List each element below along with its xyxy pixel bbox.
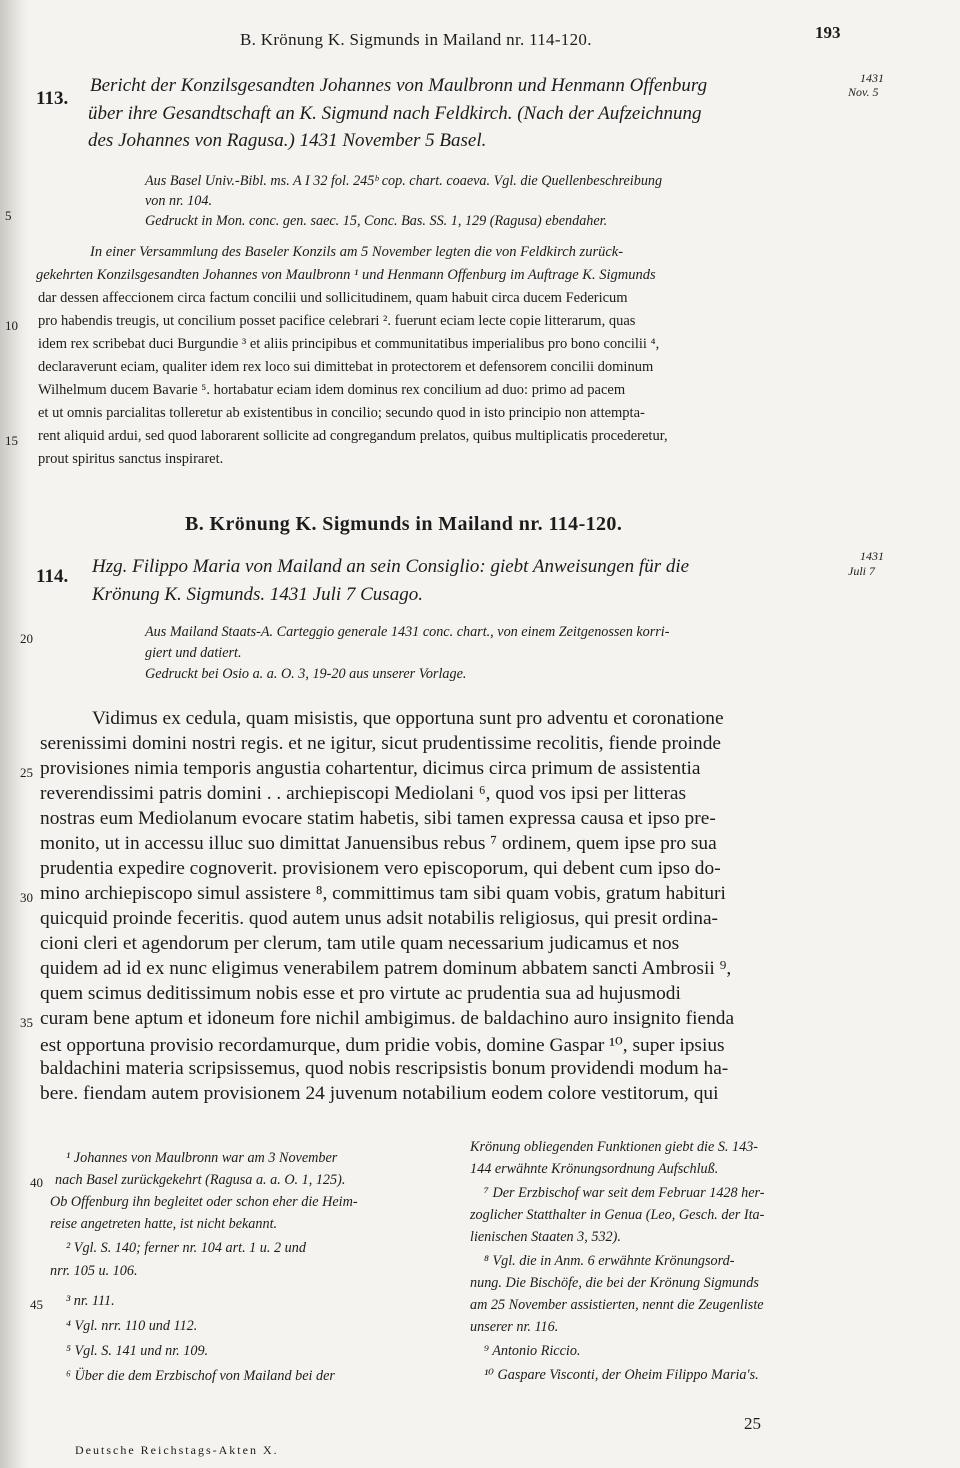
doc114-title-line: Krönung K. Sigmunds. 1431 Juli 7 Cusago.: [92, 584, 423, 605]
doc114-text-line: reverendissimi patris domini . . archiepiscopi Mediolani ⁶, quod vos ipsi per litteras: [40, 783, 686, 804]
doc113-title-line: Bericht der Konzilsgesandten Johannes von Maulbronn und Henmann Offenburg: [90, 75, 708, 96]
footnote-line: unserer nr. 116.: [470, 1319, 559, 1335]
footnote-line: ⁷ Der Erzbischof war seit dem Februar 1428 her-: [484, 1185, 765, 1201]
doc113-source-line: Aus Basel Univ.-Bibl. ms. A I 32 fol. 245ᵇ cop. chart. coaeva. Vgl. die Quellenbeschreibung: [145, 173, 663, 189]
doc113-date-year: 1431: [860, 71, 884, 85]
footnote-line: ¹ Johannes von Maulbronn war am 3 November: [66, 1150, 338, 1166]
footnote-line: lienischen Staaten 3, 532).: [470, 1229, 621, 1245]
doc114-text-line: quem scimus deditissimum nobis esse et pro virtute ac prudentia sua ad hujusmodi: [40, 983, 681, 1004]
footnote-line: 144 erwähnte Krönungsordnung Aufschluß.: [470, 1161, 719, 1177]
doc114-text-line: provisiones nimia temporis angustia cohartentur, dicimus circa primum de assistentia: [40, 758, 701, 779]
doc114-text-line: mino archiepiscopo simul assistere ⁸, committimus tam sibi quam vobis, gratum habituri: [40, 883, 726, 904]
doc114-text-line: est opportuna provisio recordamurque, dum pridie vobis, domine Gaspar ¹⁰, super ipsius: [40, 1035, 725, 1056]
doc114-text-line: quidem ad id ex nunc eligimus venerabilem patrem dominum abbatem sancti Ambrosii ⁹,: [40, 958, 732, 979]
footnote-line: ³ nr. 111.: [66, 1293, 115, 1309]
doc113-text-line: prout spiritus sanctus inspiraret.: [38, 451, 224, 467]
footnote-line: am 25 November assistierten, nennt die Zeugenliste: [470, 1297, 764, 1313]
doc114-date-year: 1431: [860, 549, 884, 563]
doc114-source-line: Gedruckt bei Osio a. a. O. 3, 19-20 aus unserer Vorlage.: [145, 666, 467, 682]
doc114-text-line: Vidimus ex cedula, quam misistis, que opportuna sunt pro adventu et coronatione: [92, 708, 724, 729]
running-head: B. Krönung K. Sigmunds in Mailand nr. 114-120.: [240, 30, 592, 49]
footnote-line: ² Vgl. S. 140; ferner nr. 104 art. 1 u. 2 und: [66, 1240, 306, 1256]
doc114-text-line: monito, ut in accessu illuc suo dimittat Januensibus rebus ⁷ ordinem, quem ipse pro sua: [40, 833, 717, 854]
footnote-line: Krönung obliegenden Funktionen giebt die S. 143-: [470, 1139, 759, 1155]
section-heading: B. Krönung K. Sigmunds in Mailand nr. 114-120.: [185, 513, 623, 535]
doc113-text-line: idem rex scribebat duci Burgundie ³ et aliis principibus et communitatibus imperialibus pro bono concilii ⁴,: [38, 336, 660, 352]
footnote-line: ⁸ Vgl. die in Anm. 6 erwähnte Krönungsord-: [484, 1253, 735, 1269]
footnote-line: ¹⁰ Gaspare Visconti, der Oheim Filippo Maria's.: [484, 1367, 759, 1383]
line-number: 35: [20, 1015, 33, 1030]
line-number: 5: [5, 208, 12, 223]
line-number: 25: [20, 765, 33, 780]
doc113-text-line: In einer Versammlung des Baseler Konzils am 5 November legten die von Feldkirch zurück-: [90, 244, 624, 260]
doc114-source-line: giert und datiert.: [145, 645, 242, 661]
doc114-text-line: baldachini materia scripsissemus, quod nobis rescripsistis bonum providendi modum ha-: [40, 1058, 729, 1079]
footnote-line: ⁵ Vgl. S. 141 und nr. 109.: [66, 1343, 209, 1359]
doc114-text-line: prudentia expedire cognoverit. provisionem vero episcoporum, qui debent cum ipso do-: [40, 858, 721, 879]
doc114-text-line: serenissimi domini nostri regis. et ne igitur, sicut prudentissime recolitis, fiende proinde: [40, 733, 722, 754]
doc113-text-line: et ut omnis parcialitas tolleretur ab existentibus in concilio; secundo quod in isto principio non attempta-: [38, 405, 645, 421]
doc113-source-line: von nr. 104.: [145, 193, 212, 209]
footnote-line: ⁹ Antonio Riccio.: [484, 1343, 581, 1359]
line-number: 45: [30, 1297, 43, 1312]
line-number: 15: [5, 433, 18, 448]
doc114-text-line: cioni cleri et agendorum per clerum, tam utile quam necessarium judicamus et nos: [40, 933, 680, 954]
doc113-date-day: Nov. 5: [848, 85, 879, 99]
footer-title: Deutsche Reichstags-Akten X.: [75, 1443, 279, 1457]
doc113-title-line: über ihre Gesandtschaft an K. Sigmund nach Feldkirch. (Nach der Aufzeichnung: [88, 103, 702, 124]
doc113-text-line: rent aliquid ardui, sed quod laborarent sollicite ad congregandum prelatos, quibus multiplicatis procederetur,: [38, 428, 668, 444]
printer-signature: 25: [744, 1414, 761, 1433]
line-number: 20: [20, 631, 33, 646]
doc113-text-line: pro habendis treugis, ut concilium posset pacifice celebrari ². fuerunt eciam lecte copie litterarum, quas: [38, 313, 636, 329]
footnote-line: ⁶ Über die dem Erzbischof von Mailand bei der: [66, 1368, 335, 1384]
footnote-line: zoglicher Statthalter in Genua (Leo, Gesch. der Ita-: [470, 1207, 765, 1223]
footnote-line: nrr. 105 u. 106.: [50, 1263, 138, 1279]
footnote-line: nung. Die Bischöfe, die bei der Krönung Sigmunds: [470, 1275, 759, 1291]
doc113-text-line: Wilhelmum ducem Bavarie ⁵. hortabatur eciam idem dominus rex concilium ad duo: primo ad pacem: [38, 382, 626, 398]
doc114-text-line: quicquid proinde feceritis. quod autem unus adsit notabilis religiosus, qui presit ordina-: [40, 908, 719, 929]
line-number: 30: [20, 890, 33, 905]
doc114-number: 114.: [36, 566, 69, 587]
doc113-text-line: dar dessen affeccionem circa factum concilii und sollicitudinem, quam habuit circa ducem Federicum: [38, 290, 628, 306]
doc113-text-line: gekehrten Konzilsgesandten Johannes von Maulbronn ¹ und Henmann Offenburg im Auftrage K. Sigmunds: [36, 267, 656, 283]
doc114-source-line: Aus Mailand Staats-A. Carteggio generale 1431 conc. chart., von einem Zeitgenossen korri-: [145, 624, 670, 640]
doc114-text-line: nostras eum Mediolanum evocare statim habetis, sibi tamen expressa causa et ipso pre-: [40, 808, 716, 829]
footnote-line: nach Basel zurückgekehrt (Ragusa a. a. O. 1, 125).: [55, 1172, 346, 1188]
doc114-text-line: bere. fiendam autem provisionem 24 juvenum notabilium eodem colore vestitorum, qui: [40, 1083, 719, 1104]
line-number: 40: [30, 1175, 43, 1190]
footnote-line: Ob Offenburg ihn begleitet oder schon eher die Heim-: [50, 1194, 358, 1210]
doc114-text-line: curam bene aptum et idoneum fore nichil ambigimus. de baldachino auro insignito fienda: [40, 1008, 735, 1029]
doc113-title-line: des Johannes von Ragusa.) 1431 November 5 Basel.: [88, 130, 487, 151]
doc114-title-line: Hzg. Filippo Maria von Mailand an sein Consiglio: giebt Anweisungen für die: [92, 556, 690, 577]
footnote-line: ⁴ Vgl. nrr. 110 und 112.: [66, 1318, 198, 1334]
doc113-source-line: Gedruckt in Mon. conc. gen. saec. 15, Conc. Bas. SS. 1, 129 (Ragusa) ebendaher.: [145, 213, 608, 229]
doc113-number: 113.: [36, 88, 69, 109]
line-number: 10: [5, 318, 18, 333]
doc113-text-line: declaraverunt eciam, qualiter idem rex loco sui dimittebat in protectorem et defensorem concilii dominum: [38, 359, 654, 375]
page-number: 193: [815, 23, 841, 42]
footnote-line: reise angetreten hatte, ist nicht bekannt.: [50, 1216, 278, 1232]
doc114-date-day: Juli 7: [848, 564, 875, 578]
